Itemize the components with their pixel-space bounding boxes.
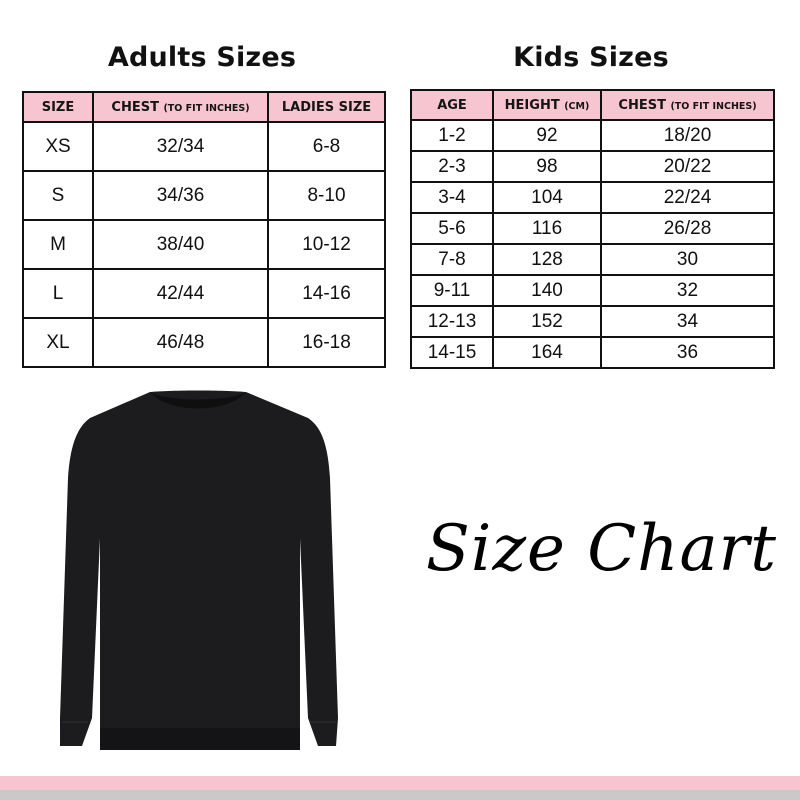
kids-header-cell	[601, 90, 774, 120]
table-row	[411, 337, 774, 368]
footer-pink-stripe	[0, 776, 800, 790]
kids-sizes-title: Kids Sizes	[513, 42, 669, 73]
table-cell: 3-4	[411, 182, 493, 213]
adults-header-label: CHEST	[111, 99, 164, 115]
table-row	[23, 318, 385, 367]
adults-header-label: LADIES SIZE	[281, 99, 372, 115]
table-row	[411, 306, 774, 337]
adults-header-cell	[93, 92, 268, 122]
kids-header-row	[411, 90, 774, 120]
adults-header-unit: (TO FIT INCHES)	[163, 102, 250, 114]
adults-header-row	[23, 92, 385, 122]
table-cell: 164	[493, 337, 601, 368]
table-cell: 116	[493, 213, 601, 244]
kids-header-unit: (CM)	[564, 100, 590, 112]
table-cell: 38/40	[93, 220, 268, 269]
table-cell: 32/34	[93, 122, 268, 171]
table-cell: M	[23, 220, 93, 269]
table-cell: 10-12	[268, 220, 385, 269]
table-cell: 42/44	[93, 269, 268, 318]
table-row	[411, 244, 774, 275]
kids-header-unit: (TO FIT INCHES)	[670, 100, 757, 112]
table-row	[23, 220, 385, 269]
table-row	[23, 171, 385, 220]
table-cell: 20/22	[601, 151, 774, 182]
table-cell: 140	[493, 275, 601, 306]
kids-header-label: HEIGHT	[504, 97, 565, 113]
table-cell: 46/48	[93, 318, 268, 367]
table-cell: 7-8	[411, 244, 493, 275]
table-cell: 12-13	[411, 306, 493, 337]
table-cell: 8-10	[268, 171, 385, 220]
table-cell: 34/36	[93, 171, 268, 220]
kids-size-table	[410, 89, 775, 369]
table-cell: 36	[601, 337, 774, 368]
size-chart-script-text: Size Chart	[426, 512, 777, 586]
table-cell: 16-18	[268, 318, 385, 367]
table-cell: S	[23, 171, 93, 220]
table-row	[23, 122, 385, 171]
table-row	[23, 269, 385, 318]
kids-header-cell	[411, 90, 493, 120]
table-row	[411, 275, 774, 306]
table-row	[411, 151, 774, 182]
table-cell: 18/20	[601, 120, 774, 151]
table-cell: 34	[601, 306, 774, 337]
kids-header-label: CHEST	[618, 97, 671, 113]
table-cell: 14-15	[411, 337, 493, 368]
table-cell: XL	[23, 318, 93, 367]
kids-header-cell	[493, 90, 601, 120]
adults-header-cell	[23, 92, 93, 122]
table-cell: 9-11	[411, 275, 493, 306]
table-cell: 5-6	[411, 213, 493, 244]
sweatshirt-body	[60, 391, 338, 751]
adults-header-label: SIZE	[41, 99, 75, 115]
table-cell: XS	[23, 122, 93, 171]
kids-header-label: AGE	[437, 97, 467, 113]
sweatshirt-icon	[38, 388, 358, 778]
table-cell: 22/24	[601, 182, 774, 213]
table-row	[411, 120, 774, 151]
table-cell: 92	[493, 120, 601, 151]
table-cell: 98	[493, 151, 601, 182]
table-cell: 14-16	[268, 269, 385, 318]
footer-gray-stripe	[0, 790, 800, 800]
table-cell: 32	[601, 275, 774, 306]
table-cell: 6-8	[268, 122, 385, 171]
table-row	[411, 213, 774, 244]
table-cell: L	[23, 269, 93, 318]
adults-size-table	[22, 91, 386, 368]
size-chart-script-title	[420, 500, 780, 600]
adults-sizes-title: Adults Sizes	[107, 42, 297, 73]
table-cell: 26/28	[601, 213, 774, 244]
table-row	[411, 182, 774, 213]
table-cell: 1-2	[411, 120, 493, 151]
table-cell: 152	[493, 306, 601, 337]
table-cell: 30	[601, 244, 774, 275]
adults-header-cell	[268, 92, 385, 122]
table-cell: 104	[493, 182, 601, 213]
sweatshirt-hem	[100, 728, 300, 750]
table-cell: 128	[493, 244, 601, 275]
table-cell: 2-3	[411, 151, 493, 182]
